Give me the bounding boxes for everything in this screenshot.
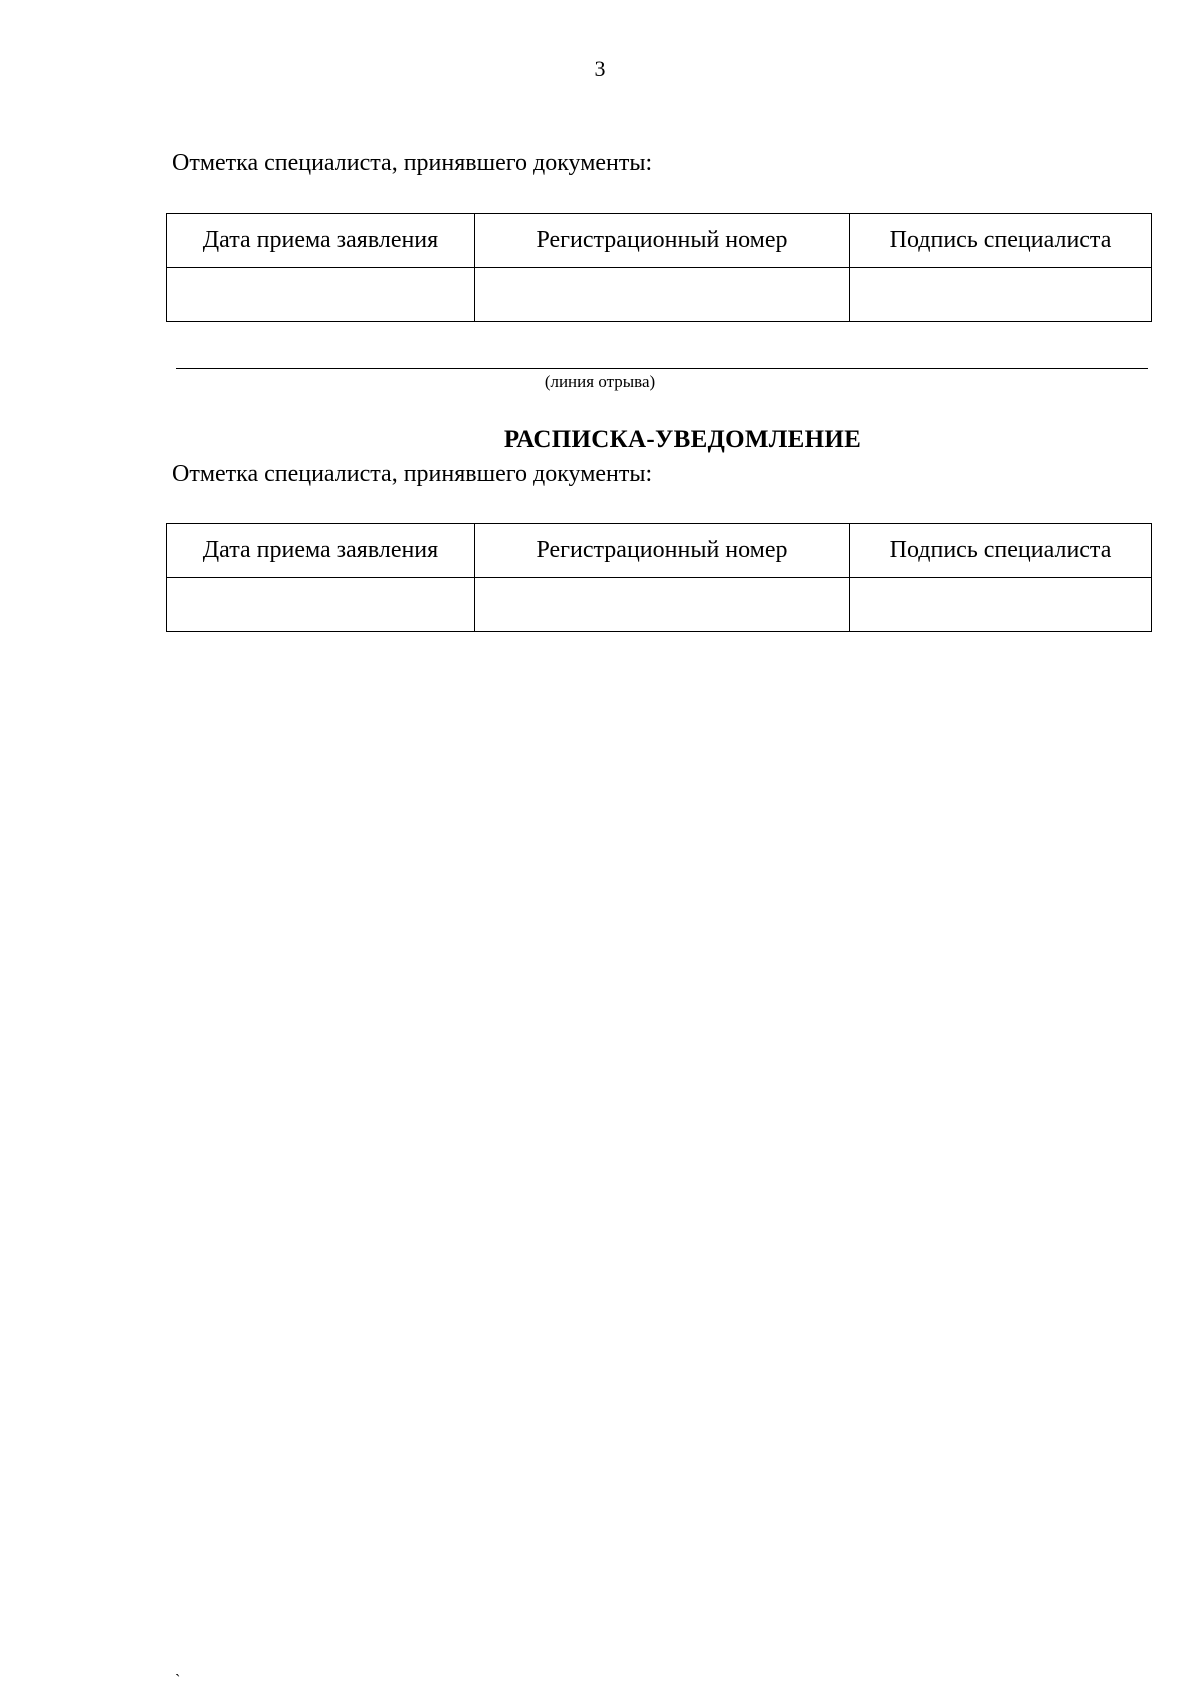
receipt-specialist-note: Отметка специалиста, принявшего документы: (172, 461, 653, 487)
cell-signature[interactable] (850, 578, 1152, 632)
page-number: 3 (594, 56, 606, 81)
header-date: Дата приема заявления (167, 214, 475, 268)
header-date: Дата приема заявления (167, 524, 475, 578)
cell-date[interactable] (167, 268, 475, 322)
tear-line (176, 368, 1148, 369)
cell-signature[interactable] (850, 268, 1152, 322)
header-registration-number: Регистрационный номер (475, 214, 850, 268)
tear-line-caption: (линия отрыва) (544, 372, 656, 391)
table-row (167, 268, 1152, 322)
cell-date[interactable] (167, 578, 475, 632)
table-row (167, 578, 1152, 632)
header-registration-number: Регистрационный номер (475, 524, 850, 578)
table-header-row (167, 214, 1152, 268)
header-signature: Подпись специалиста (850, 524, 1152, 578)
receipt-table (166, 523, 1152, 632)
acceptance-table (166, 213, 1152, 322)
receipt-title: РАСПИСКА-УВЕДОМЛЕНИЕ (503, 426, 862, 453)
table-header-row (167, 524, 1152, 578)
cell-registration-number[interactable] (475, 578, 850, 632)
stray-mark: ` (175, 1672, 181, 1689)
cell-registration-number[interactable] (475, 268, 850, 322)
specialist-note: Отметка специалиста, принявшего документы: (172, 150, 653, 176)
header-signature: Подпись специалиста (850, 214, 1152, 268)
